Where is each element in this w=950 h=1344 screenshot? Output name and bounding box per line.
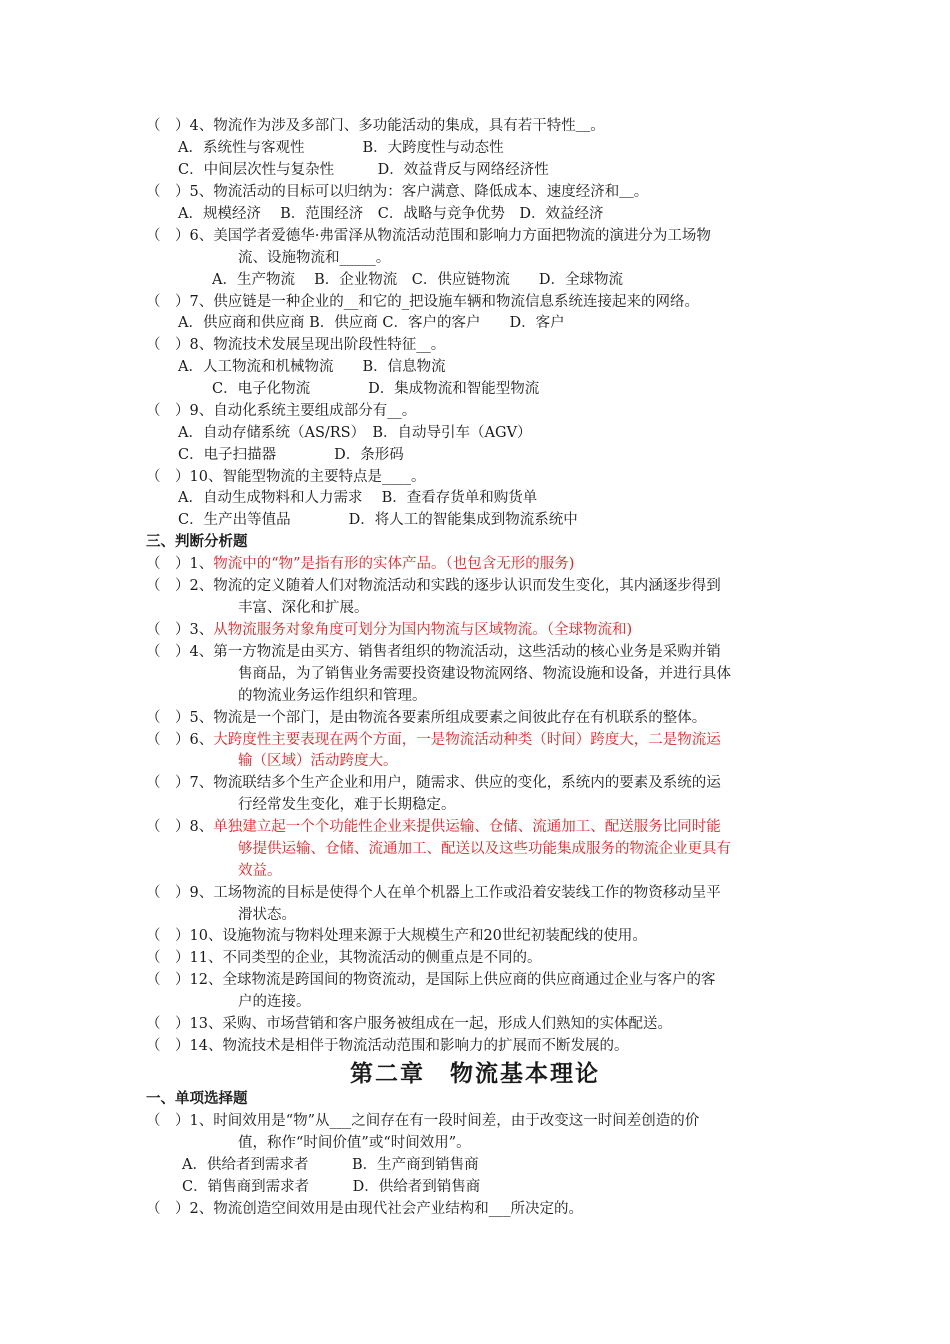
q6-stem-line2: 流、设施物流和_____。 (238, 250, 391, 266)
j1-answer-text: 物流中的“物”是指有形的实体产品。（也包含无形的服务) (213, 556, 575, 572)
chapter2-section-heading: 一、单项选择题 (146, 1091, 248, 1107)
j6-prefix: （ ）6、 (146, 732, 214, 748)
j7-line2: 行经常发生变化，难于长期稳定。 (238, 797, 456, 813)
q5-stem: （ ）5、物流活动的目标可以归纳为：客户满意、降低成本、速度经济和＿。 (146, 184, 649, 200)
j2-line2: 丰富、深化和扩展。 (238, 600, 369, 616)
j14-line1: （ ）14、物流技术是相伴于物流活动范围和影响力的扩展而不断发展的。 (146, 1038, 629, 1054)
section3-heading: 三、判断分析题 (146, 534, 248, 550)
q4-options-cd: C．中间层次性与复杂性 D．效益背反与网络经济性 (178, 162, 549, 178)
j11-line1: （ ）11、不同类型的企业，其物流活动的侧重点是不同的。 (146, 950, 542, 966)
j10-line1: （ ）10、设施物流与物料处理来源于大规模生产和20世纪初装配线的使用。 (146, 928, 647, 944)
q9-stem: （ ）9、自动化系统主要组成部分有__。 (146, 403, 417, 419)
chapter-title: 第二章 物流基本理论 (350, 1061, 600, 1087)
q7-stem: （ ）7、供应链是一种企业的__和它的_把设施车辆和物流信息系统连接起来的网络。 (146, 294, 699, 310)
j12-line2: 户的连接。 (238, 994, 311, 1010)
j3-prefix: （ ）3、 (146, 622, 214, 638)
j3-line (146, 620, 632, 640)
j2-line1: （ ）2、物流的定义随着人们对物流活动和实践的逐步认识而发生变化，其内涵逐步得到 (146, 578, 721, 594)
c2-q1-line2: 值，称作“时间价值”或“时间效用”。 (238, 1135, 471, 1151)
j6-answer-line1: 大跨度性主要表现在两个方面，一是物流活动种类（时间）跨度大，二是物流运 (213, 732, 721, 748)
j4-line2: 售商品，为了销售业务需要投资建设物流网络、物流设施和设备，并进行具体 (238, 666, 731, 682)
j8-answer-line1: 单独建立起一个个功能性企业来提供运输、仓储、流通加工、配送服务比同时能 (213, 819, 721, 835)
q10-options-cd: C．生产出等值品 D．将人工的智能集成到物流系统中 (178, 512, 578, 528)
q6-stem-line1: （ ）6、美国学者爱德华·弗雷泽从物流活动范围和影响力方面把物流的演进分为工场物 (146, 228, 711, 244)
q8-options-ab: A．人工物流和机械物流 B．信息物流 (178, 359, 446, 375)
q10-stem: （ ）10、智能型物流的主要特点是____。 (146, 469, 426, 485)
q9-options-ab: A．自动存储系统（AS/RS） B．自动导引车（AGV） (178, 425, 532, 441)
q4-stem: （ ）4、物流作为涉及多部门、多功能活动的集成，具有若干特性＿。 (146, 118, 605, 134)
j4-line3: 的物流业务运作组织和管理。 (238, 688, 427, 704)
j6-line (146, 730, 721, 750)
c2-q2-line1: （ ）2、物流创造空间效用是由现代社会产业结构和___所决定的。 (146, 1201, 583, 1217)
j4-line1: （ ）4、第一方物流是由买方、销售者组织的物流活动，这些活动的核心业务是采购并销 (146, 644, 721, 660)
j5-line1: （ ）5、物流是一个部门，是由物流各要素所组成要素之间彼此存在有机联系的整体。 (146, 710, 707, 726)
c2-q1-options-cd: C．销售商到需求者 D．供给者到销售商 (182, 1179, 481, 1195)
j1-line (146, 554, 574, 574)
j12-line1: （ ）12、全球物流是跨国间的物资流动，是国际上供应商的供应商通过企业与客户的客 (146, 972, 716, 988)
q5-options: A．规模经济 B．范围经济 C．战略与竞争优势 D．效益经济 (178, 206, 604, 222)
j9-line1: （ ）9、工场物流的目标是使得个人在单个机器上工作或沿着安装线工作的物资移动呈平 (146, 885, 721, 901)
q10-options-ab: A．自动生成物料和人力需求 B．查看存货单和购货单 (178, 490, 538, 506)
q6-options: A．生产物流 B．企业物流 C．供应链物流 D．全球物流 (212, 272, 623, 288)
j9-line2: 滑状态。 (238, 907, 296, 923)
j3-answer-text: 从物流服务对象角度可划分为国内物流与区域物流。（全球物流和) (213, 622, 633, 638)
j13-line1: （ ）13、采购、市场营销和客户服务被组成在一起，形成人们熟知的实体配送。 (146, 1016, 672, 1032)
q9-options-cd: C．电子扫描器 D．条形码 (178, 447, 404, 463)
j8-answer-line3: 效益。 (238, 863, 282, 879)
c2-q1-line1: （ ）1、时间效用是“物”从___之间存在有一段时间差，由于改变这一时间差创造的价 (146, 1113, 700, 1129)
q4-options-ab: A．系统性与客观性 B．大跨度性与动态性 (178, 140, 504, 156)
q8-stem: （ ）8、物流技术发展呈现出阶段性特征__。 (146, 337, 446, 353)
j6-answer-line2: 输（区域）活动跨度大。 (238, 753, 398, 769)
q8-options-cd: C．电子化物流 D．集成物流和智能型物流 (212, 381, 540, 397)
j7-line1: （ ）7、物流联结多个生产企业和用户，随需求、供应的变化，系统内的要素及系统的运 (146, 775, 721, 791)
j8-answer-line2: 够提供运输、仓储、流通加工、配送以及这些功能集成服务的物流企业更具有 (238, 841, 731, 857)
j8-line (146, 817, 721, 837)
c2-q1-options-ab: A．供给者到需求者 B．生产商到销售商 (182, 1157, 479, 1173)
j8-prefix: （ ）8、 (146, 819, 214, 835)
j1-prefix: （ ）1、 (146, 556, 214, 572)
q7-options: A．供应商和供应商 B．供应商 C．客户的客户 D．客户 (178, 315, 565, 331)
